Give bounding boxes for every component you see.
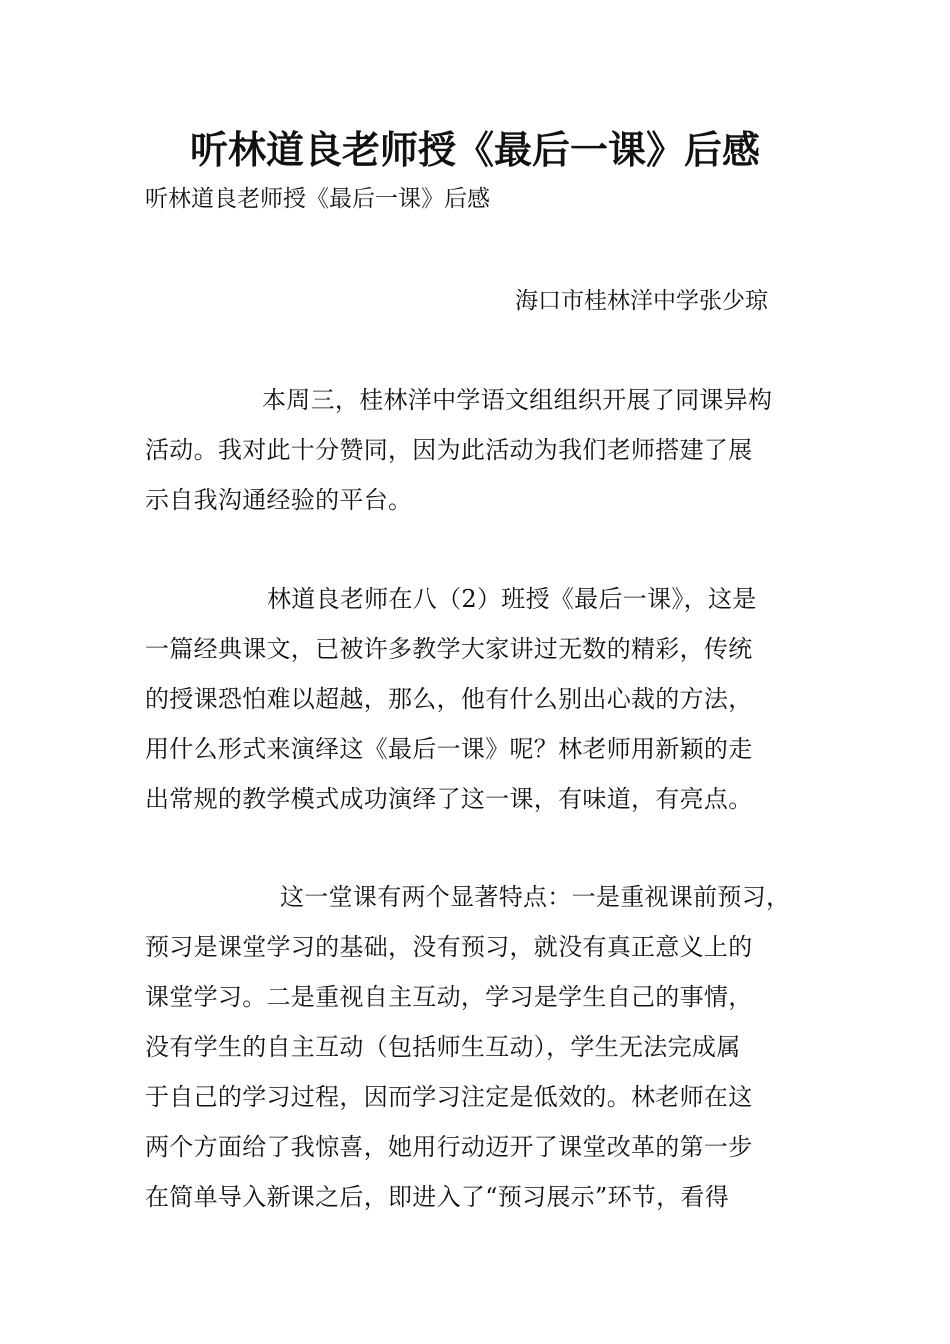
paragraph-line: 这一堂课有两个显著特点：一是重视课前预习， [280,883,791,911]
paragraph-line: 活动。我对此十分赞同，因为此活动为我们老师搭建了展 [145,436,753,464]
document-author: 海口市桂林洋中学张少琼 [515,288,768,314]
paragraph-line: 一篇经典课文，已被许多教学大家讲过无数的精彩，传统 [145,635,753,663]
paragraph-line: 两个方面给了我惊喜，她用行动迈开了课堂改革的第一步 [145,1133,753,1161]
paragraph-line: 出常规的教学模式成功演绎了这一课，有味道，有亮点。 [145,785,753,813]
paragraph-2 [145,574,817,824]
paragraph-line: 林道良老师在八（2）班授《最后一课》，这是 [267,585,757,613]
document-title: 听林道良老师授《最后一课》后感 [189,128,760,172]
paragraph-line: 没有学生的自主互动（包括师生互动），学生无法完成属 [145,1033,741,1061]
paragraph-line: 的授课恐怕难以超越，那么，他有什么别出心裁的方法， [145,685,753,713]
document-subtitle: 听林道良老师授《最后一课》后感 [145,186,490,212]
paragraph-line: 本周三，桂林洋中学语文组组织开展了同课异构 [262,386,773,414]
paragraph-3 [145,872,817,1222]
paragraph-line: 于自己的学习过程，因而学习注定是低效的。林老师在这 [145,1083,753,1111]
paragraph-line: 在简单导入新课之后，即进入了“预习展示”环节，看得 [145,1183,730,1211]
paragraph-line: 示自我沟通经验的平台。 [145,486,413,514]
paragraph-1 [145,375,817,525]
paragraph-line: 用什么形式来演绎这《最后一课》呢？林老师用新颖的走 [145,735,753,763]
paragraph-line: 预习是课堂学习的基础，没有预习，就没有真正意义上的 [145,933,753,961]
paragraph-line: 课堂学习。二是重视自主互动，学习是学生自己的事情， [145,983,753,1011]
